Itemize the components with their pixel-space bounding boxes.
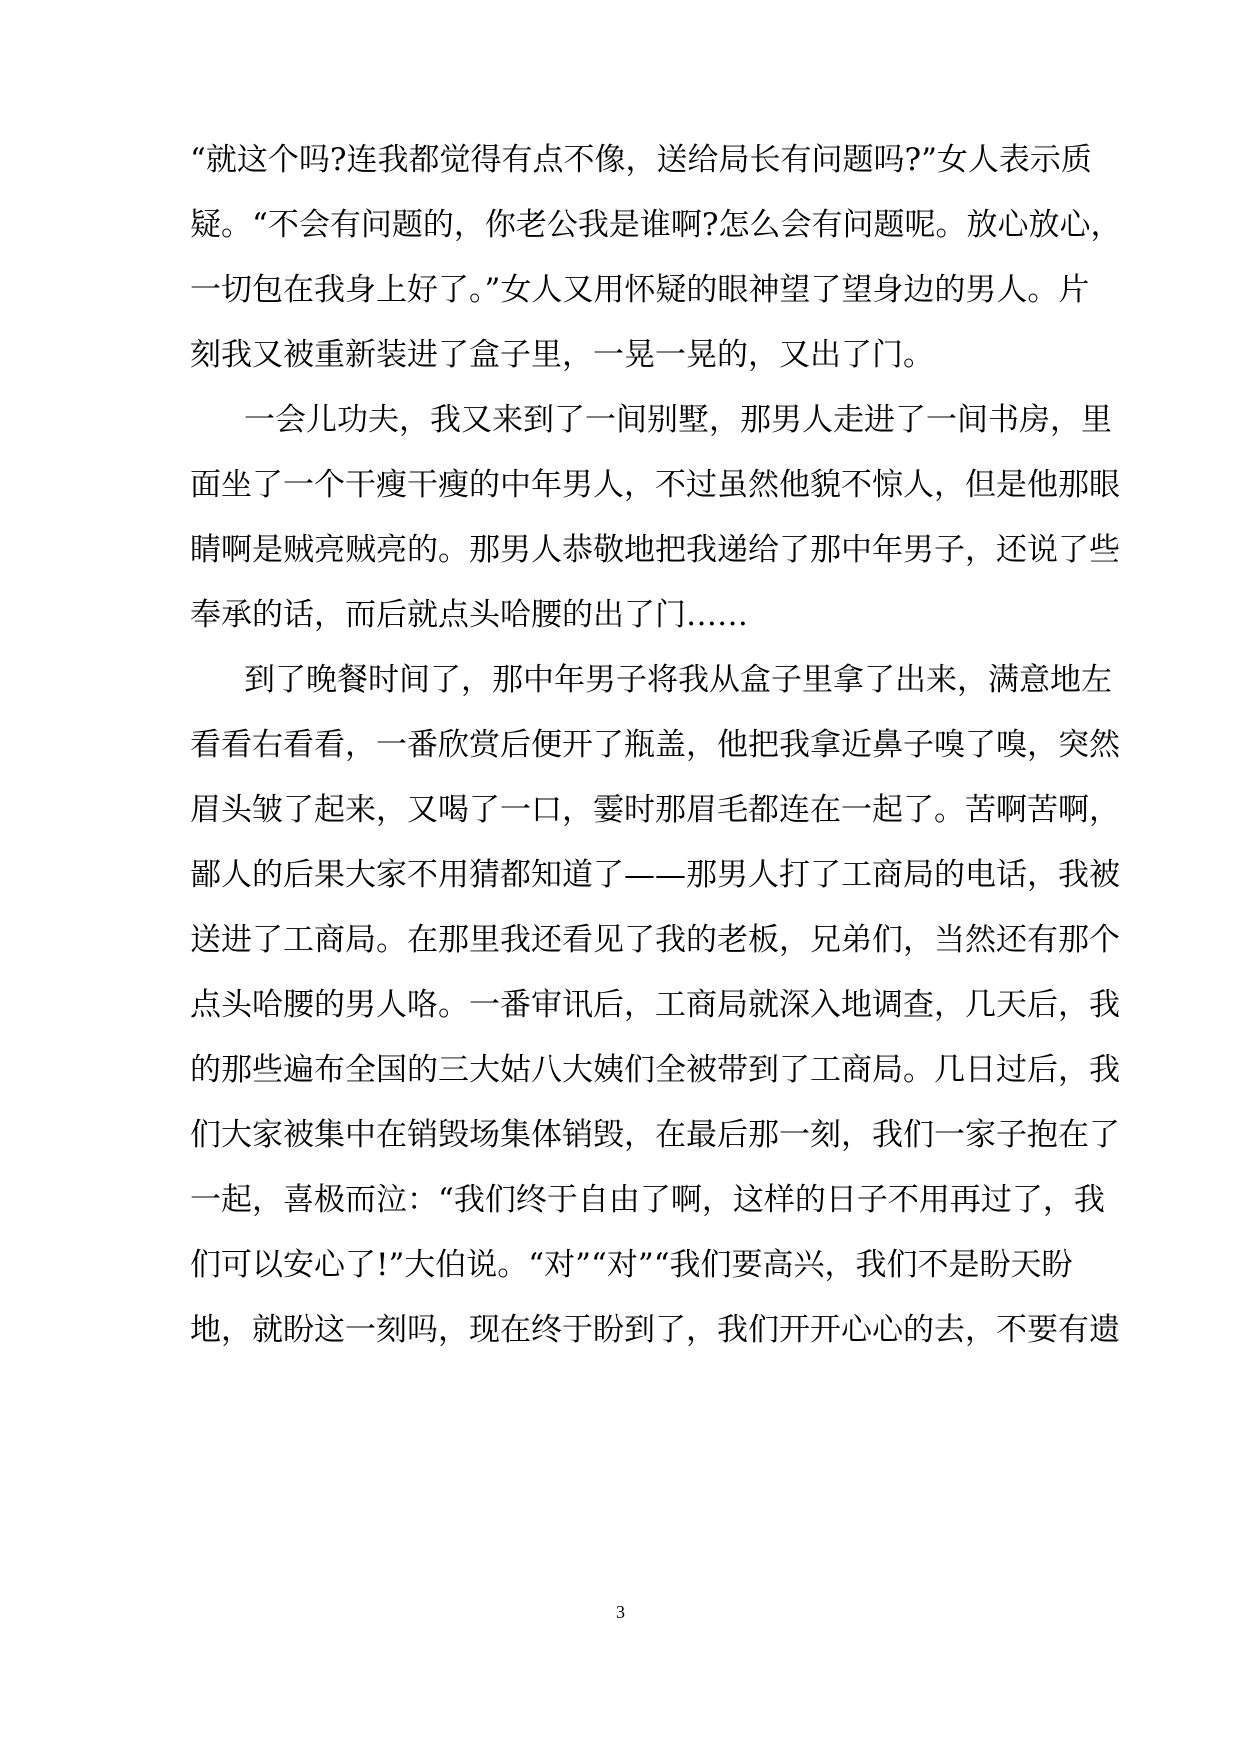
text-line: 一起，喜极而泣：“我们终于自由了啊，这样的日子不用再过了，我	[190, 1182, 1105, 1218]
text-line: “就这个吗?连我都觉得有点不像，送给局长有问题吗?”女人表示质	[190, 142, 1092, 178]
text-line: 鄙人的后果大家不用猜都知道了——那男人打了工商局的电话，我被	[190, 857, 1120, 893]
page-number: 3	[616, 1602, 625, 1622]
text-line: 眉头皱了起来，又喝了一口，霎时那眉毛都连在一起了。苦啊苦啊，	[190, 792, 1120, 828]
text-line: 点头哈腰的男人咯。一番审讯后，工商局就深入地调查，几天后，我	[190, 987, 1120, 1023]
text-line: 奉承的话，而后就点头哈腰的出了门……	[190, 597, 748, 633]
text-line: 疑。“不会有问题的，你老公我是谁啊?怎么会有问题呢。放心放心，	[190, 207, 1122, 243]
text-line: 面坐了一个干瘦干瘦的中年男人，不过虽然他貌不惊人，但是他那眼	[190, 467, 1120, 503]
text-line: 们可以安心了!”大伯说。“对”“对”“我们要高兴，我们不是盼天盼	[190, 1247, 1073, 1283]
text-line: 们大家被集中在销毁场集体销毁，在最后那一刻，我们一家子抱在了	[190, 1117, 1120, 1153]
text-line: 睛啊是贼亮贼亮的。那男人恭敬地把我递给了那中年男子，还说了些	[190, 532, 1120, 568]
text-line: 的那些遍布全国的三大姑八大姨们全被带到了工商局。几日过后，我	[190, 1052, 1120, 1088]
text-line: 地，就盼这一刻吗，现在终于盼到了，我们开开心心的去，不要有遗	[190, 1312, 1120, 1348]
paragraph-first-line: 到了晚餐时间了，那中年男子将我从盒子里拿了出来，满意地左	[244, 662, 1112, 698]
paragraph-first-line: 一会儿功夫，我又来到了一间别墅，那男人走进了一间书房，里	[244, 402, 1112, 438]
text-line: 刻我又被重新装进了盒子里，一晃一晃的，又出了门。	[190, 337, 934, 373]
text-line: 看看右看看，一番欣赏后便开了瓶盖，他把我拿近鼻子嗅了嗅，突然	[190, 727, 1120, 763]
text-line: 送进了工商局。在那里我还看见了我的老板，兄弟们，当然还有那个	[190, 922, 1120, 958]
text-line: 一切包在我身上好了。”女人又用怀疑的眼神望了望身边的男人。片	[190, 272, 1090, 308]
